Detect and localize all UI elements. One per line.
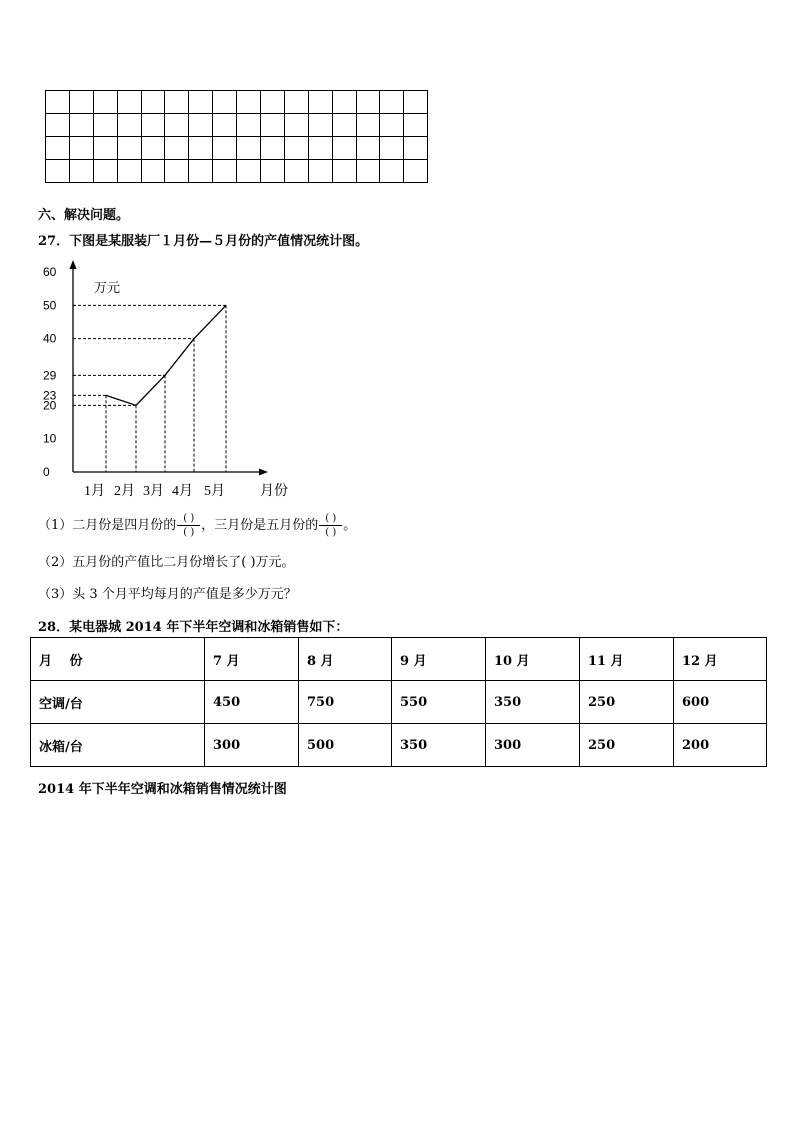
y-tick-label: 23	[43, 388, 57, 403]
table-header-cell: 10 月	[486, 638, 580, 681]
q27-sub1-text-c: 。	[343, 518, 357, 533]
x-tick-label: 1月	[84, 484, 105, 499]
x-tick-label: 4月	[172, 484, 193, 499]
table-cell: 350	[392, 724, 486, 767]
q27-sub2: （2）五月份的产值比二月份增长了( )万元。	[38, 555, 295, 570]
q27-sub1-text-b: ，三月份是五月份的	[201, 518, 319, 533]
table-header-cell: 8 月	[299, 638, 392, 681]
q27-sub1-text-a: （1）二月份是四月份的	[38, 518, 177, 533]
table-cell: 300	[205, 724, 299, 767]
q28-title: 28．某电器城 2014 年下半年空调和冰箱销售如下：	[38, 620, 349, 635]
table-cell: 250	[580, 724, 674, 767]
table-cell: 500	[299, 724, 392, 767]
table-cell: 600	[674, 681, 767, 724]
q28-chart-caption: 2014 年下半年空调和冰箱销售情况统计图	[38, 782, 287, 797]
x-axis-label: 月份	[260, 484, 288, 499]
table-cell: 450	[205, 681, 299, 724]
series-line	[106, 305, 226, 405]
table-cell: 200	[674, 724, 767, 767]
table-row	[31, 724, 767, 767]
table-header-cell: 9 月	[392, 638, 486, 681]
table-cell: 冰箱/台	[31, 724, 205, 767]
table-header-row	[31, 638, 767, 681]
table-cell: 空调/台	[31, 681, 205, 724]
x-tick-label: 3月	[143, 484, 164, 499]
table-header-cell: 7 月	[205, 638, 299, 681]
y-tick-label: 29	[43, 368, 57, 383]
fraction-blank-1[interactable]	[177, 512, 200, 539]
y-tick-label: 50	[43, 298, 57, 313]
table-cell: 550	[392, 681, 486, 724]
fraction-denominator: ( )	[183, 527, 195, 538]
table-cell: 350	[486, 681, 580, 724]
table-header-cell: 月 份	[31, 638, 205, 681]
q27-title: 27．下图是某服装厂１月份—５月份的产值情况统计图。	[38, 234, 369, 249]
table-cell: 750	[299, 681, 392, 724]
fraction-blank-2[interactable]	[319, 512, 342, 539]
y-tick-label: 10	[43, 431, 57, 446]
y-tick-label: 20	[43, 398, 57, 413]
q27-sub1	[38, 512, 356, 539]
writing-grid	[45, 90, 428, 183]
table-cell: 300	[486, 724, 580, 767]
fraction-numerator: ( )	[319, 512, 342, 526]
y-tick-label: 0	[43, 465, 50, 479]
y-tick-label: 40	[43, 331, 57, 346]
sales-table	[30, 637, 767, 767]
table-header-cell: 11 月	[580, 638, 674, 681]
x-tick-label: 5月	[204, 484, 225, 499]
table-row	[31, 681, 767, 724]
table-cell: 250	[580, 681, 674, 724]
y-tick-label: 60	[43, 265, 57, 279]
fraction-numerator: ( )	[177, 512, 200, 526]
x-tick-label: 2月	[114, 484, 135, 499]
section-title: 六、解决问题。	[38, 208, 130, 223]
fraction-denominator: ( )	[325, 527, 337, 538]
y-axis-arrow	[70, 260, 77, 269]
table-header-cell: 12 月	[674, 638, 767, 681]
production-line-chart	[30, 255, 320, 505]
x-axis-arrow	[259, 469, 268, 476]
q27-sub3: （3）头 3 个月平均每月的产值是多少万元？	[38, 587, 297, 602]
y-axis-unit-label: 万元	[94, 281, 121, 296]
